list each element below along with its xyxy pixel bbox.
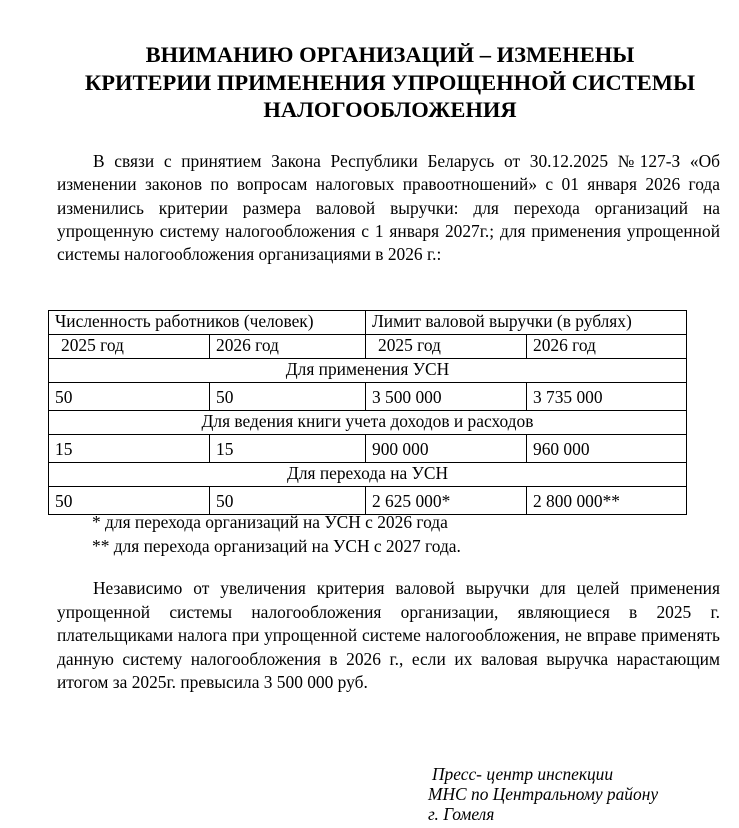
header-employees: Численность работников (человек) — [49, 311, 366, 335]
title-line-3: НАЛОГООБЛОЖЕНИЯ — [263, 97, 517, 122]
page-title — [40, 41, 739, 124]
year-cell: 2025 год — [49, 335, 210, 359]
section-title-row — [49, 411, 687, 435]
table-cell: 50 — [49, 487, 210, 515]
header-revenue: Лимит валовой выручки (в рублях) — [366, 311, 687, 335]
table-cell: 50 — [210, 383, 366, 411]
table-header-row — [49, 311, 687, 335]
section-title-usn: Для применения УСН — [49, 359, 687, 383]
signature-line-1: Пресс- центр инспекции — [432, 764, 614, 784]
table-cell: 2 800 000** — [527, 487, 687, 515]
table-cell: 3 735 000 — [527, 383, 687, 411]
body-paragraph: Независимо от увеличения критерия валовой выручки для целей применения упрощенной системы налогообложения организации, являющиеся в 2025 г. плательщиками налога при упрощенной системе налогообложения, не вправе применять данную систему налогообложения в 2026 г., если их валовая выручка нарастающим итогом за 2025г. превысила 3 500 000 руб. — [57, 578, 720, 692]
table-cell: 50 — [210, 487, 366, 515]
footnote-2: ** для перехода организаций на УСН с 2027 года. — [92, 536, 461, 556]
year-cell: 2026 год — [210, 335, 366, 359]
table-cell: 2 625 000* — [366, 487, 527, 515]
table-cell: 900 000 — [366, 435, 527, 463]
signature-block — [428, 764, 658, 824]
table-cell: 50 — [49, 383, 210, 411]
title-line-2: КРИТЕРИИ ПРИМЕНЕНИЯ УПРОЩЕННОЙ СИСТЕМЫ — [84, 69, 696, 95]
section-title-book: Для ведения книги учета доходов и расходов — [49, 411, 687, 435]
signature-line-3: г. Гомеля — [428, 804, 495, 824]
revenue-criteria-table — [48, 310, 687, 515]
section-title-transition: Для перехода на УСН — [49, 463, 687, 487]
intro-paragraph: В связи с принятием Закона Республики Беларусь от 30.12.2025 №127-З «Об изменении законов по вопросам налоговых правоотношений» с 01 января 2026 года изменились критерии размера валовой выручки: для перехода организаций на упрощенную систему налогообложения с 1 января 2027г.; для применения упрощенной системы налогообложения организациями в 2026 г.: — [57, 151, 720, 265]
table-row — [49, 383, 687, 411]
section-title-row — [49, 359, 687, 383]
year-cell: 2026 год — [527, 335, 687, 359]
footnotes — [92, 510, 461, 558]
year-cell: 2025 год — [366, 335, 527, 359]
table-cell: 3 500 000 — [366, 383, 527, 411]
table-cell: 960 000 — [527, 435, 687, 463]
table-cell: 15 — [49, 435, 210, 463]
title-line-1: ВНИМАНИЮ ОРГАНИЗАЦИЙ – ИЗМЕНЕНЫ — [145, 42, 635, 67]
signature-line-2: МНС по Центральному району — [428, 784, 659, 804]
section-title-row — [49, 463, 687, 487]
table-cell: 15 — [210, 435, 366, 463]
table-row — [49, 435, 687, 463]
table-years-row — [49, 335, 687, 359]
footnote-1: * для перехода организаций на УСН с 2026 года — [92, 512, 448, 532]
